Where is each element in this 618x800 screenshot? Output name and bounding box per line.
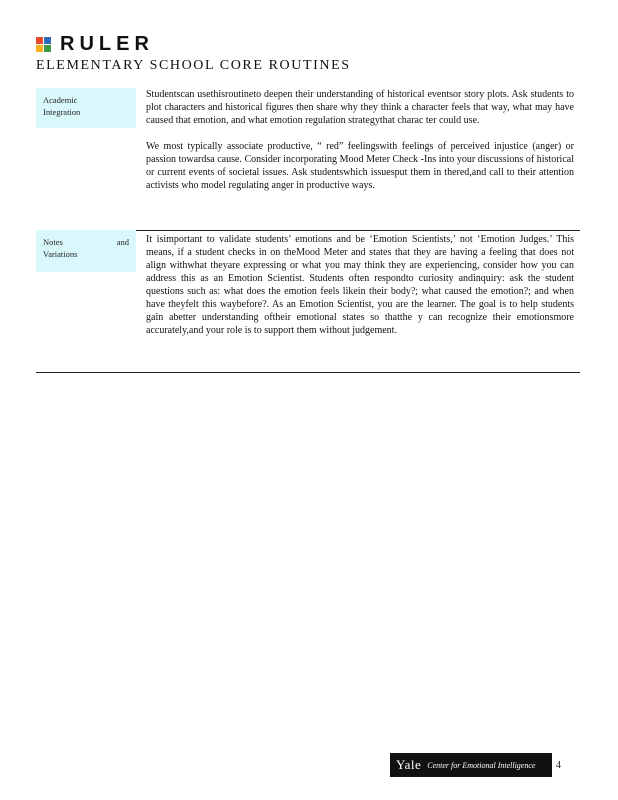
- document-title: ELEMENTARY SCHOOL CORE ROUTINES: [36, 58, 351, 73]
- logo-square-green: [44, 45, 51, 52]
- logo-square-red: [36, 37, 43, 44]
- label-line: Academic: [43, 95, 78, 105]
- ruler-logo-mark-icon: [36, 37, 51, 52]
- yale-center-badge: [390, 753, 552, 777]
- yale-mark: Yale: [396, 757, 422, 772]
- table-bottom-rule: [36, 372, 580, 373]
- paragraph: It isimportant to validate students’ emotions and be ‘Emotion Scientists,’ not ‘Emotion Judges.’ This means, if a student checks in on theMood Meter and states that they are having a feeling that does not align withwhat theyare expressing or what you may think they are experiencing, consider how you can address this as an Emotion Scientist. Students often respondto curiosity andinquiry: ask the student questions such as: what does the emotion feels likein their body?; what caused the emotion?; and when have theyfelt this waybefore?. As an Emotion Scientist, you are the learner. The goal is to help students gain abetter understanding oftheir emotional states so thatthe y can recognize their emotionsmore accurately,and your role is to support them without judgement.: [146, 234, 574, 336]
- academic-integration-content: [146, 88, 574, 192]
- notes-variations-content: [146, 233, 574, 337]
- ruler-logo: [36, 34, 154, 54]
- paragraph: We most typically associate productive, “ red” feelingswith feelings of perceived injustice (anger) or passion towardsa cause. Consider incorporating Mood Meter Check -Ins into your discussions of historical or current events of societal issues. Ask studentswhich issuesput them in thered,and call to their attention activists who model regulating anger in productive ways.: [146, 141, 574, 191]
- notes-variations-label: [36, 230, 136, 272]
- section-divider: [136, 230, 580, 231]
- label-word: Notes: [43, 237, 63, 247]
- org-name: Center for Emotional Intelligence: [427, 760, 536, 770]
- ruler-wordmark: RULER: [60, 33, 154, 55]
- label-column: [43, 236, 77, 260]
- logo-square-blue: [44, 37, 51, 44]
- footer: [390, 753, 561, 777]
- label-word: Variations: [43, 249, 78, 259]
- academic-integration-label: [36, 88, 136, 128]
- page-number: 4: [556, 759, 561, 771]
- label-word: and: [116, 237, 129, 247]
- paragraph: Studentscan usethisroutineto deepen their understanding of historical eventsor story plots. Ask students to plot characters and historical figures then share why they think a character feels that way, what may have caused that emotion, and what emotion regulation strategythat charac ter could use.: [146, 89, 574, 126]
- label-line: Integration: [43, 107, 81, 117]
- logo-square-yellow: [36, 45, 43, 52]
